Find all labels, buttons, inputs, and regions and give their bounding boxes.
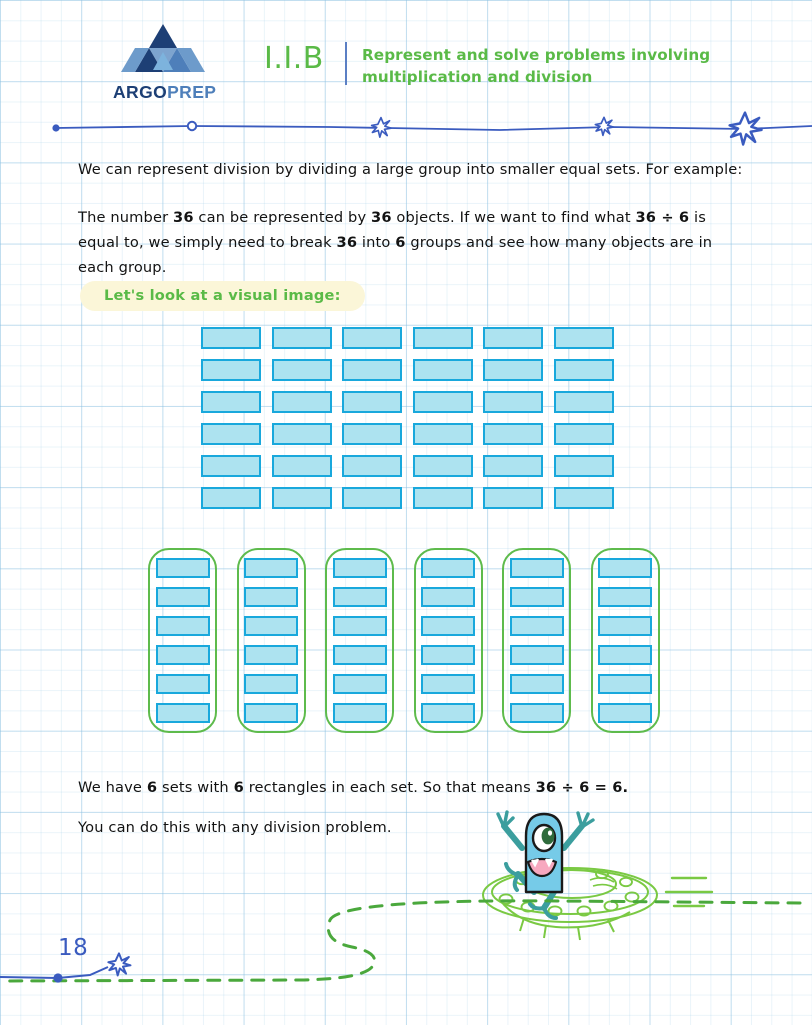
group-rectangle bbox=[510, 674, 564, 694]
page-header bbox=[0, 0, 812, 140]
array-rectangle bbox=[201, 487, 261, 509]
group-rectangle bbox=[156, 558, 210, 578]
group-container bbox=[502, 548, 571, 733]
array-rectangle bbox=[272, 487, 332, 509]
page-title-line-1: Represent and solve problems involving bbox=[362, 46, 711, 64]
argoprep-logo bbox=[113, 24, 217, 104]
group-container bbox=[148, 548, 217, 733]
star-burst-icon bbox=[108, 953, 130, 975]
array-rectangle bbox=[342, 327, 402, 349]
array-rectangle bbox=[272, 391, 332, 413]
group-rectangle bbox=[244, 703, 298, 723]
page-title bbox=[362, 44, 762, 88]
group-rectangle bbox=[510, 587, 564, 607]
group-rectangle bbox=[421, 616, 475, 636]
array-rectangle bbox=[342, 423, 402, 445]
group-rectangle bbox=[244, 616, 298, 636]
array-rectangle bbox=[201, 359, 261, 381]
group-rectangle bbox=[598, 558, 652, 578]
header-vertical-rule bbox=[345, 42, 347, 85]
page-title-line-2: multiplication and division bbox=[362, 68, 593, 86]
group-rectangle bbox=[598, 587, 652, 607]
dot-icon bbox=[52, 124, 59, 131]
array-rectangle bbox=[413, 327, 473, 349]
intro-paragraph: We can represent division by dividing a large group into smaller equal sets. For example: bbox=[78, 161, 743, 178]
group-rectangle bbox=[598, 645, 652, 665]
group-rectangle bbox=[333, 674, 387, 694]
group-rectangle bbox=[421, 645, 475, 665]
array-rectangle bbox=[483, 359, 543, 381]
array-rectangle bbox=[272, 423, 332, 445]
array-rectangle bbox=[272, 359, 332, 381]
page-number: 18 bbox=[58, 935, 89, 961]
array-rectangle bbox=[554, 423, 614, 445]
group-rectangle bbox=[598, 674, 652, 694]
array-rectangle bbox=[342, 487, 402, 509]
group-rectangle bbox=[244, 674, 298, 694]
group-rectangle bbox=[333, 616, 387, 636]
array-rectangle bbox=[342, 455, 402, 477]
array-rectangle bbox=[201, 391, 261, 413]
array-rectangle bbox=[483, 327, 543, 349]
group-rectangle bbox=[333, 645, 387, 665]
array-rectangle bbox=[201, 455, 261, 477]
group-rectangle bbox=[333, 587, 387, 607]
group-rectangle bbox=[156, 616, 210, 636]
array-rectangle bbox=[483, 455, 543, 477]
array-rectangle bbox=[413, 391, 473, 413]
array-rectangle bbox=[554, 487, 614, 509]
group-rectangle bbox=[421, 703, 475, 723]
rectangle-array bbox=[201, 327, 614, 509]
array-rectangle bbox=[554, 391, 614, 413]
array-rectangle bbox=[413, 423, 473, 445]
group-container bbox=[237, 548, 306, 733]
array-rectangle bbox=[554, 455, 614, 477]
array-rectangle bbox=[342, 359, 402, 381]
group-rectangle bbox=[510, 703, 564, 723]
group-container bbox=[325, 548, 394, 733]
array-rectangle bbox=[272, 455, 332, 477]
array-rectangle bbox=[483, 487, 543, 509]
array-rectangle bbox=[413, 487, 473, 509]
argoprep-a-logo-icon bbox=[113, 24, 213, 82]
group-container bbox=[414, 548, 483, 733]
group-rectangle bbox=[510, 558, 564, 578]
group-rectangle bbox=[421, 558, 475, 578]
group-rectangle bbox=[598, 616, 652, 636]
standard-code: I.I.B bbox=[264, 41, 324, 76]
conclusion-paragraph: We have 6 sets with 6 rectangles in each set. So that means 36 ÷ 6 = 6. bbox=[78, 779, 629, 796]
array-rectangle bbox=[201, 423, 261, 445]
array-rectangle bbox=[272, 327, 332, 349]
closing-paragraph: You can do this with any division problem. bbox=[78, 819, 392, 836]
group-rectangle bbox=[333, 558, 387, 578]
logo-word-prep: PREP bbox=[167, 82, 217, 102]
logo-word-argo: ARGO bbox=[113, 82, 168, 102]
group-rectangle bbox=[244, 558, 298, 578]
explanation-paragraph: The number 36 can be represented by 36 objects. If we want to find what 36 ÷ 6 is equal to, we simply need to break 36 into 6 groups and see how many objects are in each group. bbox=[78, 209, 713, 276]
header-divider bbox=[0, 100, 812, 150]
star-burst-icon bbox=[595, 117, 613, 135]
group-rectangle bbox=[510, 616, 564, 636]
group-rectangle bbox=[244, 587, 298, 607]
group-rectangle bbox=[244, 645, 298, 665]
group-rectangle bbox=[421, 587, 475, 607]
array-rectangle bbox=[342, 391, 402, 413]
array-rectangle bbox=[483, 391, 543, 413]
group-rectangle bbox=[156, 645, 210, 665]
footer-decoration bbox=[0, 935, 200, 1005]
group-container bbox=[591, 548, 660, 733]
group-rectangle bbox=[156, 703, 210, 723]
group-rectangle bbox=[598, 703, 652, 723]
array-rectangle bbox=[483, 423, 543, 445]
group-rectangle bbox=[333, 703, 387, 723]
group-rectangle bbox=[421, 674, 475, 694]
group-rectangle bbox=[510, 645, 564, 665]
array-rectangle bbox=[554, 327, 614, 349]
array-rectangle bbox=[201, 327, 261, 349]
grouped-sets bbox=[148, 548, 660, 733]
array-rectangle bbox=[413, 455, 473, 477]
visual-image-banner-label: Let's look at a visual image: bbox=[104, 287, 341, 304]
group-rectangle bbox=[156, 674, 210, 694]
array-rectangle bbox=[413, 359, 473, 381]
array-rectangle bbox=[554, 359, 614, 381]
star-burst-icon bbox=[372, 118, 392, 138]
circle-icon bbox=[188, 122, 196, 130]
dot-icon bbox=[53, 973, 62, 982]
group-rectangle bbox=[156, 587, 210, 607]
